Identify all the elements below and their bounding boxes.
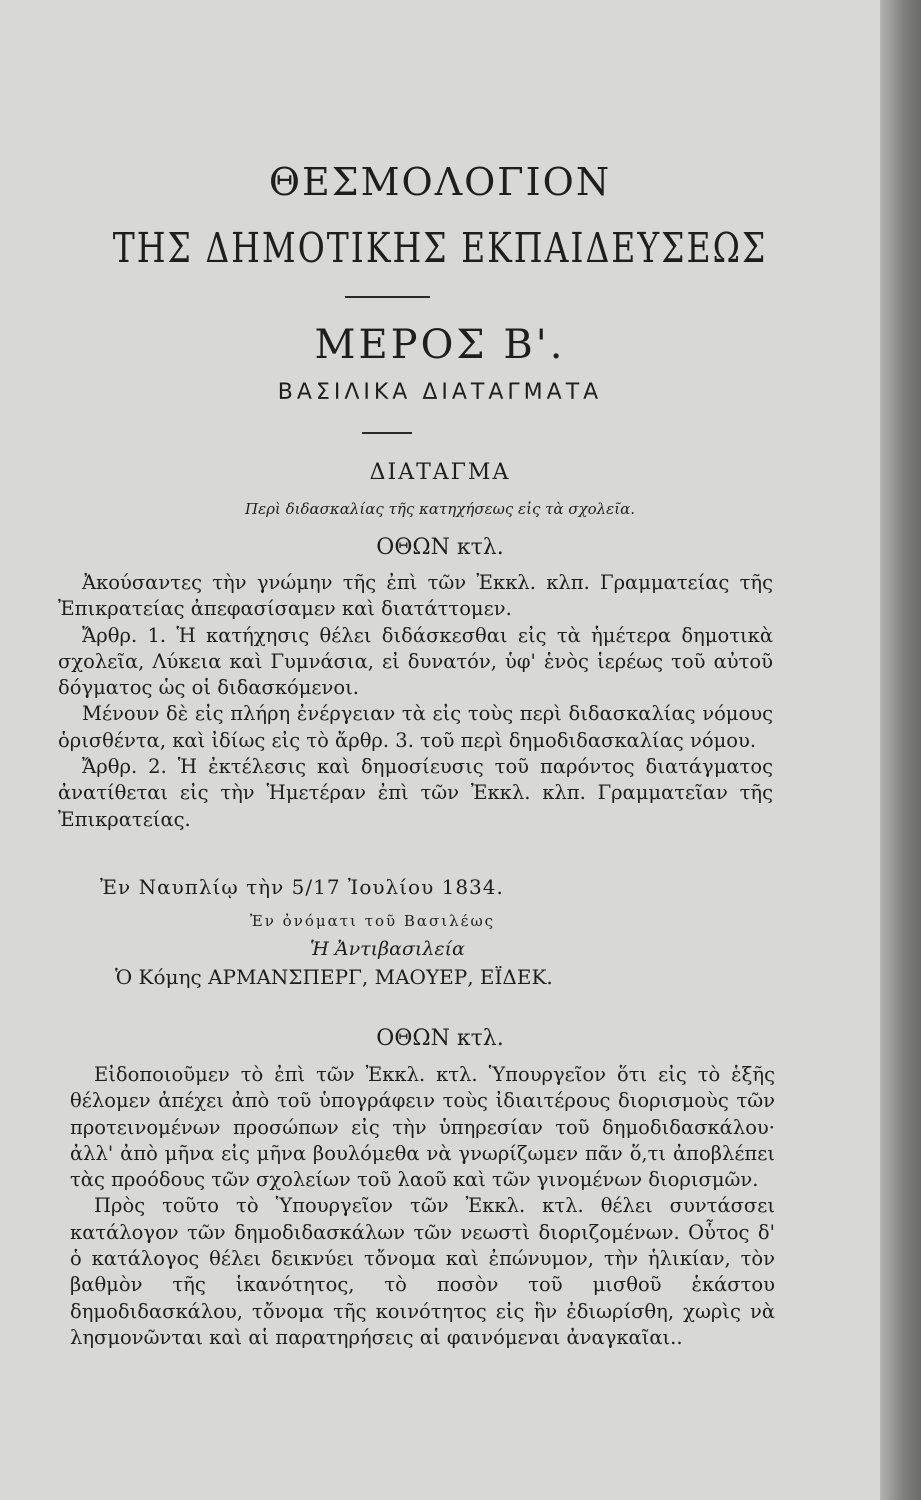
decree-heading: ΟΘΩΝ κτλ. [376,535,504,560]
section-rule [362,432,412,434]
paragraph: Εἰδοποιοῦμεν τὸ ἐπὶ τῶν Ἐκκλ. κτλ. Ὑπουργεῖον ὅτι εἰς τὸ ἑξῆς θέλομεν ἀπέχει ἀπὸ τοῦ ὑπογράφειν τοὺς ἰδιαιτέρους διορισμοὺς τῶν προτεινομένων προσώπων εἰς τὴν ὑπηρεσίαν τοῦ δημοδιδασκάλου· ἀλλ' ἀπὸ μῆνα εἰς μῆνα βουλόμεθα νὰ γνωρίζωμεν πᾶν ὅ,τι ἀποβλέπει τὰς προόδους τῶν σχολείων τοῦ λαοῦ καὶ τῶν γινομένων διορισμῶν. [70,1063,775,1192]
place-date: Ἐν Ναυπλίῳ τὴν 5/17 Ἰουλίου 1834. [100,875,504,899]
part-heading: ΜΕΡΟΣ Β'. [314,322,566,368]
second-heading: ΟΘΩΝ κτλ. [376,1026,504,1051]
paragraph: Μένουν δὲ εἰς πλήρη ἐνέργειαν τὰ εἰς τοὺς περὶ διδασκαλίας νόμους ὁρισθέντα, καὶ ἰδίως εἰς τὸ ἄρθρ. 3. τοῦ περὶ δημοδιδασκαλίας νόμου. [58,702,773,752]
section-heading: ΒΑΣΙΛΙΚΑ ΔΙΑΤΑΓΜΑΤΑ [277,380,603,405]
second-body [70,1062,775,1351]
paragraph: Ἀκούσαντες τὴν γνώμην τῆς ἐπὶ τῶν Ἐκκλ. κλπ. Γραμματείας τῆς Ἐπικρατείας ἀπεφασίσαμεν καὶ διατάττομεν. [58,571,773,621]
page-edge-shadow [880,0,921,1500]
paragraph: Ἄρθρ. 2. Ἡ ἐκτέλεσις καὶ δημοσίευσις τοῦ παρόντος διατάγματος ἀνατίθεται εἰς τὴν Ἡμετέραν ἐπὶ τῶν Ἐκκλ. κλπ. Γραμματεῖαν τῆς Ἐπικρατείας. [58,755,773,831]
signature-line: Ἡ Ἀντιβασιλεία [310,938,465,960]
title-line2: ΤΗΣ ΔΗΜΟΤΙΚΗΣ ΕΚΠΑΙΔΕΥΣΕΩΣ [112,223,768,272]
signature-names: Ὁ Κόμης ΑΡΜΑΝΣΠΕΡΓ, ΜΑΟΥΕΡ, ΕΪΔΕΚ. [115,965,553,989]
title-line1: ΘΕΣΜΟΛΟΓΙΟΝ [268,160,612,204]
decree-subtitle: Περὶ διδασκαλίας τῆς κατηχήσεως εἰς τὰ σχολεῖα. [244,500,636,518]
paragraph: Ἄρθρ. 1. Ἡ κατήχησις θέλει διδάσκεσθαι εἰς τὰ ἡμέτερα δημοτικὰ σχολεῖα, Λύκεια καὶ Γυμνάσια, εἰ δυνατόν, ὑφ' ἑνὸς ἱερέως τοῦ αὐτοῦ δόγματος ὡς οἱ διδασκόμενοι. [58,623,773,700]
paragraph: Πρὸς τοῦτο τὸ Ὑπουργεῖον τῶν Ἐκκλ. κτλ. θέλει συντάσσει κατάλογον τῶν δημοδιδασκάλων τῶν νεωστὶ διοριζομένων. Οὗτος δ' ὁ κατάλογος θέλει δεικνύει τὄνομα καὶ ἐπώνυμον, τὴν ἡλικίαν, τὸν βαθμὸν τῆς ἱκανότητος, τὸ ποσὸν τοῦ μισθοῦ ἑκάστου δημοδιδασκάλου, τὄνομα τῆς κοινότητος εἰς ἣν ἐδιωρίσθη, χωρὶς νὰ λησμονῶνται καὶ αἱ παρατηρήσεις αἱ φαινόμεναι ἀναγκαῖαι.. [70,1194,775,1349]
signature-line: Ἐν ὀνόματι τοῦ Βασιλέως [250,912,496,930]
title-rule [345,296,430,298]
decree-body [58,570,773,833]
decree-title: ΔΙΑΤΑΓΜΑ [369,460,511,485]
